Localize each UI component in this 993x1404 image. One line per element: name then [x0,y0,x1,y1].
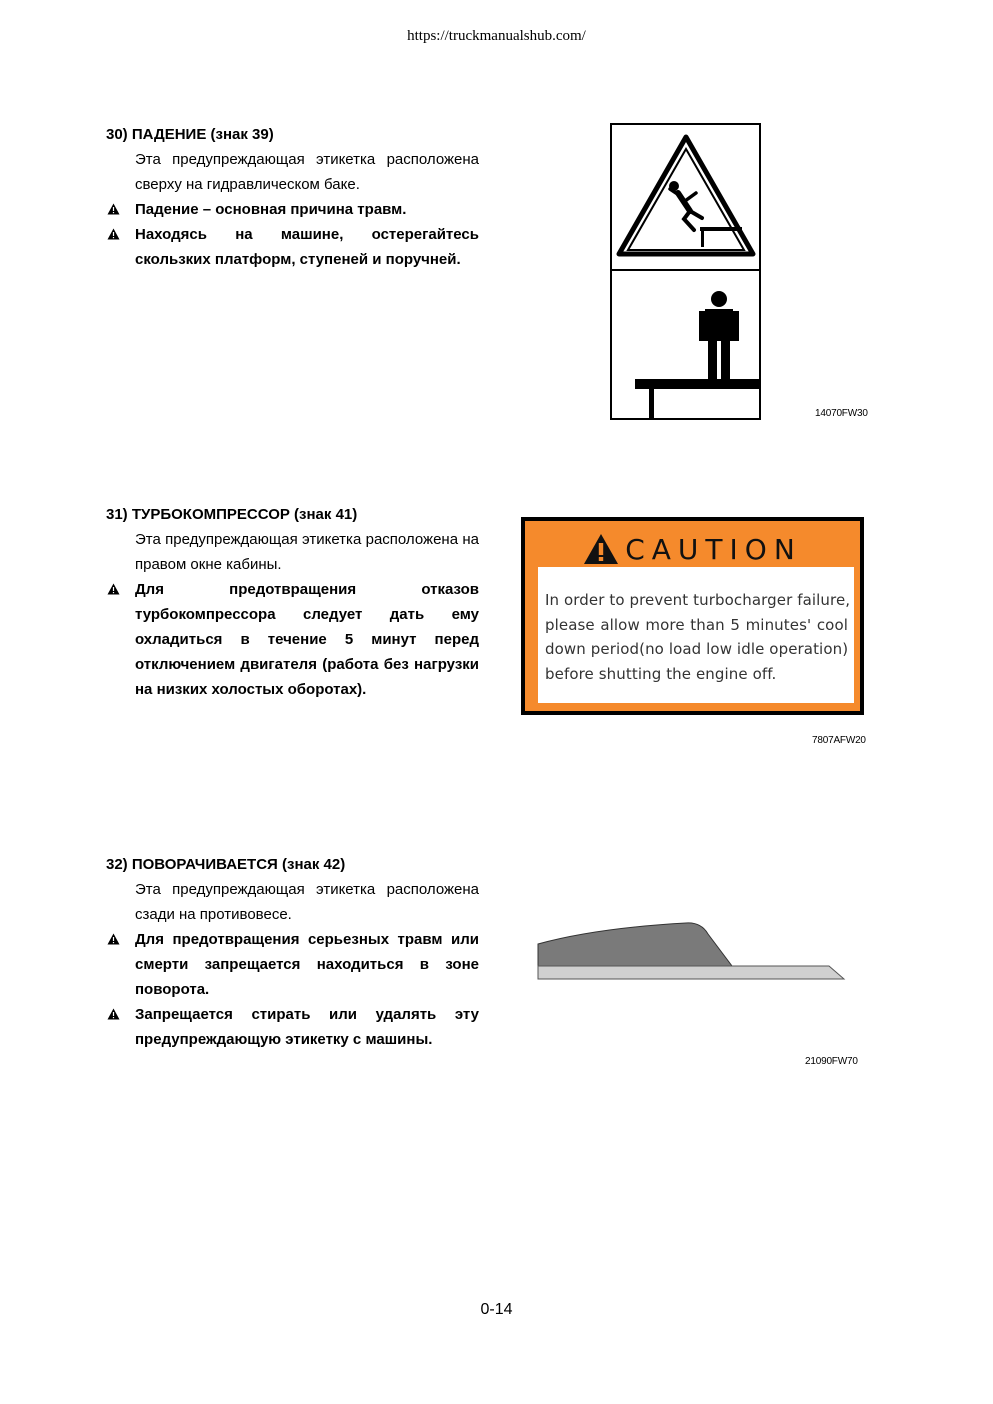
warning-triangle-icon [107,203,120,215]
section-description: Эта предупреждающая этикетка расположена сверху на гидравлическом баке. [135,151,479,193]
caution-label [521,517,864,715]
section-description: Эта предупреждающая этикетка расположена на правом окне кабины. [135,531,479,573]
figure-code: 7807AFW20 [812,735,866,746]
caution-line: before shutting the engine off. [545,664,777,683]
figure-code: 21090FW70 [805,1056,858,1067]
page-number: 0-14 [480,1301,513,1318]
section-title: 31) ТУРБОКОМПРЕССОР (знак 41) [106,506,358,523]
warning-text: Для предотвращения отказов турбокомпрессора следует дать ему охладиться в течение 5 минут перед отключением двигателя (работа без нагрузки на низких холостых оборотах). [135,581,479,698]
warning-item [106,1002,479,1052]
figure-code: 14070FW30 [815,408,868,419]
warning-text: Запрещается стирать или удалять эту предупреждающую этикетку с машины. [135,1006,479,1048]
warning-item [106,197,479,222]
warning-text: Падение – основная причина травм. [135,201,407,218]
caution-triangle-icon [583,533,619,565]
header-url: https://truckmanualshub.com/ [407,28,586,44]
fall-hazard-sign [610,123,762,421]
warning-triangle-icon [107,583,120,595]
caution-label-background [525,521,860,711]
caution-line: down period(no load low idle operation) [545,640,849,658]
section-title: 32) ПОВОРАЧИВАЕТСЯ (знак 42) [106,856,346,873]
warning-triangle-icon [107,933,120,945]
warning-triangle-icon [107,1008,120,1020]
counterweight-profile [536,918,848,982]
warning-item [106,222,479,272]
caution-heading [525,531,860,567]
caution-text-box [538,567,854,703]
section-title: 30) ПАДЕНИЕ (знак 39) [106,126,274,143]
section-swing [106,852,479,1052]
warning-text: Находясь на машине, остерегайтесь скользких платформ, ступеней и поручней. [135,226,479,268]
caution-line: In order to prevent turbocharger failure, [545,591,851,609]
section-fall [106,122,479,272]
section-turbocharger [106,502,479,702]
warning-text: Для предотвращения серьезных травм или смерти запрещается находиться в зоне поворота. [135,931,479,998]
warning-item [106,927,479,1002]
warning-triangle-icon [107,228,120,240]
caution-line: please allow more than 5 minutes' cool [545,615,848,634]
caution-heading-text: CAUTION [625,532,802,566]
section-description: Эта предупреждающая этикетка расположена сзади на противовесе. [135,881,479,923]
warning-item [106,577,479,702]
